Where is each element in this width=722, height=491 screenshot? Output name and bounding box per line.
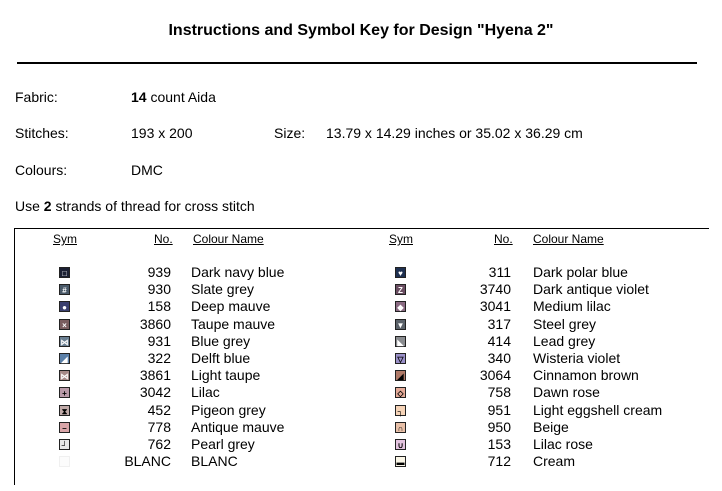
- colour-name: Pearl grey: [191, 436, 255, 452]
- colour-name: BLANC: [191, 453, 238, 470]
- symbol-glyph: ▼: [396, 320, 405, 330]
- symbol-glyph: ◆: [397, 303, 404, 313]
- symbol-key-table: [14, 228, 709, 485]
- symbol-glyph: ◣: [397, 337, 404, 347]
- colour-name: Dark polar blue: [533, 264, 628, 280]
- colour-name: Cream: [533, 453, 576, 470]
- colour-name: Light eggshell cream: [533, 401, 663, 418]
- fabric-type: count Aida: [146, 89, 216, 105]
- colour-name: Taupe mauve: [191, 315, 276, 332]
- key-row-right: [15, 402, 709, 419]
- symbol-glyph: Z: [398, 286, 403, 296]
- header-sym-right: Sym: [389, 232, 413, 246]
- dmc-number: 778: [147, 418, 171, 435]
- title-rule: [17, 62, 697, 64]
- colour-name: Dark antique violet: [533, 281, 649, 298]
- dmc-number: 951: [487, 401, 511, 418]
- dmc-number: 158: [147, 298, 171, 315]
- colours-value: DMC: [131, 162, 163, 178]
- colour-name: Pigeon grey: [191, 401, 266, 418]
- colour-name: Beige: [533, 418, 569, 435]
- dmc-number: 3860: [139, 315, 171, 332]
- symbol-glyph: ◇: [397, 389, 404, 399]
- size-label: Size:: [274, 125, 306, 141]
- key-row-right: [15, 453, 709, 470]
- symbol-swatch-icon: [395, 353, 406, 364]
- key-row-right: [15, 264, 709, 281]
- dmc-number: 950: [487, 418, 511, 435]
- colour-name: Lilac rose: [533, 436, 593, 452]
- colour-name: Dark navy blue: [191, 264, 285, 280]
- key-row-right: [15, 333, 709, 350]
- symbol-glyph: ∪: [397, 441, 404, 450]
- dmc-number: 322: [147, 350, 171, 366]
- symbol-glyph: ×: [62, 320, 67, 330]
- symbol-glyph: ⋈: [60, 337, 69, 347]
- symbol-swatch-icon: [395, 284, 406, 295]
- symbol-glyph: +: [62, 389, 67, 399]
- dmc-number: 3064: [479, 367, 511, 384]
- symbol-swatch-icon: [395, 439, 406, 450]
- dmc-number: 931: [147, 332, 171, 349]
- symbol-glyph: ●: [62, 303, 67, 313]
- colour-name: Medium lilac: [533, 298, 611, 315]
- symbol-glyph: #: [62, 286, 67, 296]
- colour-name: Light taupe: [191, 367, 261, 384]
- colour-name: Steel grey: [533, 315, 597, 332]
- dmc-number: 762: [147, 436, 171, 452]
- symbol-swatch-icon: [395, 301, 406, 312]
- header-sym-left: Sym: [53, 232, 77, 246]
- symbol-glyph: ♥: [398, 269, 403, 278]
- stitches-label: Stitches:: [15, 125, 69, 141]
- symbol-swatch-icon: [395, 267, 406, 278]
- dmc-number: 3042: [139, 384, 171, 401]
- colour-name: Slate grey: [191, 281, 255, 298]
- dmc-number: 153: [487, 436, 511, 452]
- dmc-number: 414: [487, 332, 511, 349]
- symbol-glyph: ⧗: [61, 406, 68, 416]
- colour-name: Wisteria violet: [533, 350, 621, 366]
- key-row-right: [15, 384, 709, 401]
- symbol-glyph: □: [62, 269, 67, 278]
- dmc-number: 3740: [479, 281, 511, 298]
- symbol-glyph: ⋈: [60, 372, 69, 382]
- colour-name: Delft blue: [191, 350, 251, 366]
- size-value: 13.79 x 14.29 inches or 35.02 x 36.29 cm: [326, 125, 583, 141]
- strands-instruction: [15, 198, 255, 214]
- symbol-glyph: ┐: [397, 406, 404, 416]
- fabric-value: [131, 89, 216, 105]
- symbol-glyph: ▬: [396, 458, 405, 468]
- colour-name: Cinnamon brown: [533, 367, 639, 384]
- symbol-swatch-icon: [395, 319, 406, 330]
- colour-name: Dawn rose: [533, 384, 600, 401]
- colour-name: Deep mauve: [191, 298, 271, 315]
- key-row-right: [15, 316, 709, 333]
- symbol-glyph: –: [62, 423, 67, 433]
- dmc-number: 3041: [479, 298, 511, 315]
- key-row-right: [15, 419, 709, 436]
- strands-post: strands of thread for cross stitch: [51, 198, 255, 214]
- header-no-right: No.: [494, 232, 513, 246]
- symbol-glyph: ◢: [397, 372, 404, 382]
- stitches-value: 193 x 200: [131, 125, 193, 141]
- header-no-left: No.: [154, 232, 173, 246]
- header-name-right: Colour Name: [533, 232, 604, 246]
- fabric-label: Fabric:: [15, 89, 58, 105]
- dmc-number: 340: [487, 350, 511, 366]
- symbol-swatch-icon: [395, 370, 406, 381]
- dmc-number: 3861: [139, 367, 171, 384]
- dmc-number: 311: [488, 264, 511, 280]
- colour-name: Blue grey: [191, 332, 251, 349]
- dmc-number: 712: [487, 453, 511, 470]
- dmc-number: 939: [147, 264, 171, 280]
- key-row-right: [15, 281, 709, 298]
- strands-count: 2: [43, 198, 52, 214]
- dmc-number: 758: [487, 384, 511, 401]
- symbol-glyph: ┘: [61, 441, 68, 450]
- colour-name: Lilac: [191, 384, 220, 401]
- header-name-left: Colour Name: [193, 232, 264, 246]
- symbol-swatch-icon: [395, 336, 406, 347]
- symbol-swatch-icon: [395, 387, 406, 398]
- dmc-number: 317: [487, 315, 511, 332]
- fabric-count: 14: [131, 89, 147, 105]
- symbol-glyph: ▽: [397, 355, 404, 364]
- symbol-swatch-icon: [395, 422, 406, 433]
- symbol-glyph: ◢: [61, 355, 68, 364]
- symbol-glyph: ∩: [397, 423, 404, 433]
- dmc-number: 452: [147, 401, 171, 418]
- colours-label: Colours:: [15, 162, 68, 178]
- key-row-right: [15, 367, 709, 384]
- symbol-swatch-icon: [395, 405, 406, 416]
- colour-name: Antique mauve: [191, 418, 285, 435]
- key-row-right: [15, 298, 709, 315]
- key-row-right: [15, 350, 709, 367]
- dmc-number: BLANC: [124, 453, 171, 470]
- dmc-number: 930: [147, 281, 171, 298]
- strands-pre: Use: [15, 198, 44, 214]
- page-title: Instructions and Symbol Key for Design "Hyena 2": [168, 22, 554, 39]
- key-row-right: [15, 436, 709, 453]
- symbol-swatch-icon: [395, 456, 406, 467]
- colour-name: Lead grey: [533, 332, 596, 349]
